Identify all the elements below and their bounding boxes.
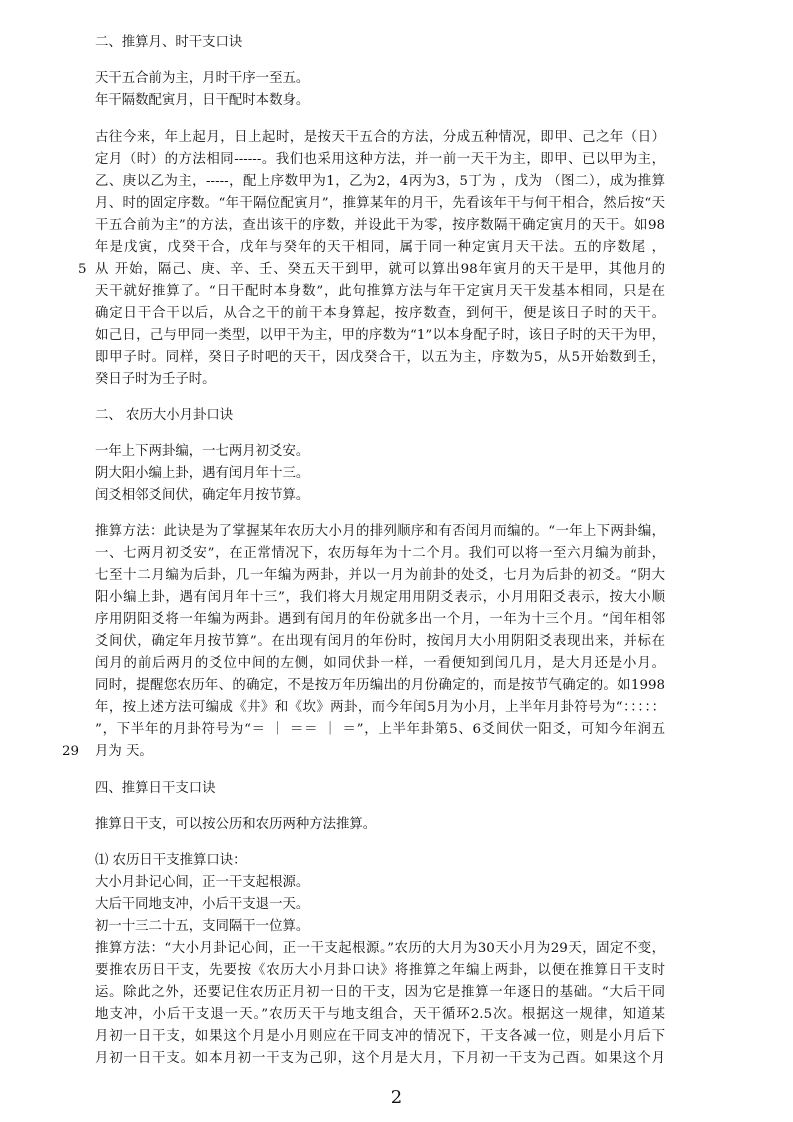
rhyme-line: 一年上下两卦编，一七两月初爻安。 (95, 444, 310, 459)
section-heading: 二、 农历大小月卦口诀 (95, 408, 234, 423)
body-line: ”，下半年的月卦符号为“＝ ｜ ＝＝ ｜ ＝”，上半年卦第5、6爻间伏一阳爻，可知今年润五 (95, 722, 665, 737)
sub-heading: ⑴ 农历日干支推算口诀： (95, 853, 247, 868)
body-line: 月初一日干支。如本月初一干支为己卯，这个月是大月，下月初一干支为己酉。如果这个月 (95, 1051, 665, 1066)
margin-number: 29 (62, 744, 80, 759)
intro-line: 推算日干支，可以按公历和农历两种方法推算。 (95, 817, 377, 832)
rhyme-line: 年干隔数配寅月，日干配时本数身。 (95, 93, 310, 108)
body-line: 一、七两月初爻安”，在正常情况下，农历每年为十二个月。我们可以将一至六月编为前卦， (95, 546, 665, 561)
rhyme-line: 初一十三二十五，支同隔干一位算。 (95, 919, 310, 934)
rhyme-line: 大小月卦记心间，正一干支起根源。 (95, 875, 310, 890)
section-heading: 二、推算月、时干支口诀 (95, 35, 243, 50)
rhyme-line: 天干五合前为主，月时干序一至五。 (95, 71, 310, 86)
rhyme-line: 阴大阳小编上卦，遇有闰月年十三。 (95, 466, 310, 481)
body-line: 年，按上述方法可编成《井》和《坎》两卦，而今年闰5月为小月，上半年月卦符号为“：：：：： (95, 700, 665, 715)
body-line: 序用阴阳爻将一年编为两卦。遇到有闰月的年份就多出一个月，一年为十三个月。“闰年相邻 (95, 612, 665, 627)
body-line: 干五合前为主”的方法，查出该干的序数，并设此干为零，按序数隔干确定寅月的天干。如98 (95, 218, 665, 233)
body-line: 即甲子时。同样，癸日子时吧的天干，因戊癸合干，以五为主，序数为5，从5开始数到壬， (95, 350, 665, 365)
body-line: 运。除此之外，还要记住农历正月初一日的干支，因为它是推算一年逐日的基础。“大后干同 (95, 985, 665, 1000)
body-line: 定月（时）的方法相同------。我们也采用这种方法，并一前一天干为主，即甲、已以甲为主， (95, 152, 665, 167)
body-line: 确定日干合干以后，从合之干的前干本身算起，按序数查，到何干，便是该日子时的天干。 (95, 306, 665, 321)
rhyme-line: 闰爻相邻爻间伏，确定年月按节算。 (95, 488, 310, 503)
body-line: 七至十二月编为后卦，几一年编为两卦，并以一月为前卦的处爻，七月为后卦的初爻。“阴大 (95, 568, 665, 583)
body-line: 同时，提醒您农历年、的确定，不是按万年历编出的月份确定的，而是按节气确定的。如1998 (95, 678, 665, 693)
body-line: 从 开始，隔己、庚、辛、壬、癸五天干到甲，就可以算出98年寅月的天干是甲，其他月的 (95, 262, 665, 277)
body-line: 天干就好推算了。“日干配时本身数”，此句推算方法与年干定寅月天干发基本相同，只是在 (95, 284, 665, 299)
body-line: 地支冲，小后干支退一天。”农历天干与地支组合，天干循环2.5次。根据这一规律，知道某 (95, 1007, 665, 1022)
margin-number: 5 (78, 262, 87, 277)
body-line: 如己日，己与甲同一类型，以甲干为主，甲的序数为“1”以本身配子时，该日子时的天干为甲， (95, 328, 665, 343)
page-number: 2 (390, 1087, 403, 1108)
body-line: 月为 天。 (95, 744, 153, 759)
body-line: 月初一日干支，如果这个月是小月则应在干同支冲的情况下，干支各减一位，则是小月后下 (95, 1029, 665, 1044)
body-line: 月、时的固定序数。“年干隔位配寅月”，推算某年的月干，先看该年干与何干相合，然后按“天 (95, 196, 665, 211)
rhyme-line: 大后干同地支冲，小后干支退一天。 (95, 897, 310, 912)
section-heading: 四、推算日干支口诀 (95, 781, 216, 796)
body-line: 推算方法：“大小月卦记心间，正一干支起根源。”农历的大月为30天小月为29天，固定不变， (95, 941, 665, 956)
body-line: 闰月的前后两月的爻位中间的左侧，如同伏卦一样，一看便知到闰几月，是大月还是小月。 (95, 656, 665, 671)
body-line: 古往今来，年上起月，日上起时，是按天干五合的方法，分成五种情况，即甲、己之年（日） (95, 130, 665, 145)
body-line: 癸日子时为壬子时。 (95, 372, 216, 387)
body-line: 爻间伏，确定年月按节算”。在出现有闰月的年份时，按闰月大小用阴阳爻表现出来，并标在 (95, 634, 665, 649)
body-line: 年是戊寅，戊癸干合，戊年与癸年的天干相同，属于同一种定寅月天干法。五的序数尾 ， (95, 240, 665, 255)
body-line: 要推农历日干支，先要按《农历大小月卦口诀》将推算之年编上两卦，以便在推算日干支时 (95, 963, 665, 978)
body-line: 阳小编上卦，遇有闰月年十三”，我们将大月规定用用阴爻表示，小月用阳爻表示，按大小顺 (95, 590, 665, 605)
body-line: 乙、庚以乙为主，-----，配上序数甲为1，乙为2，4丙为3，5丁为 ，戊为 （图二），成为推算 (95, 174, 665, 189)
body-line: 推算方法：此诀是为了掌握某年农历大小月的排列顺序和有否闰月而编的。“一年上下两卦编， (95, 524, 665, 539)
